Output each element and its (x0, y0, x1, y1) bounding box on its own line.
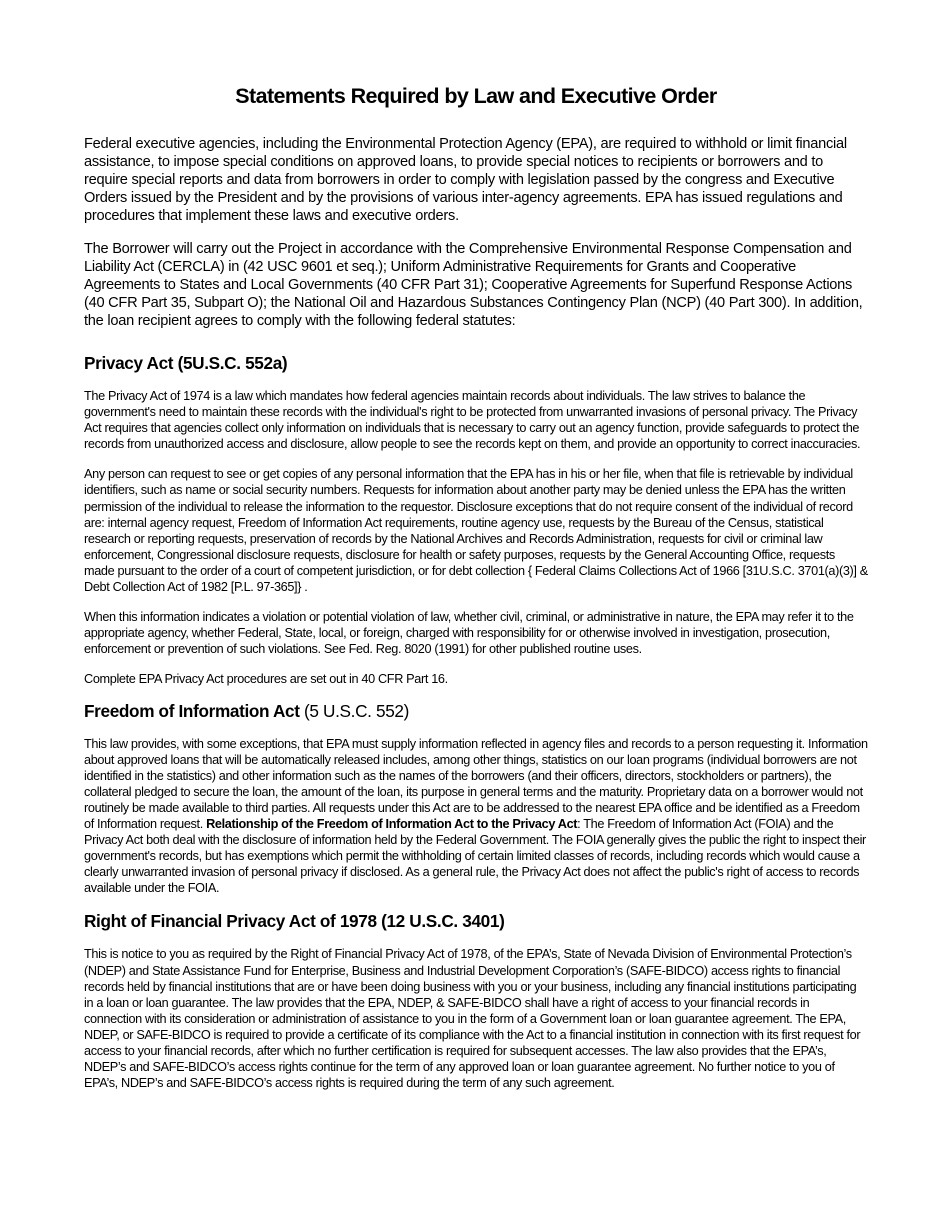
intro-paragraph: Federal executive agencies, including the Environmental Protection Agency (EPA), are required to withhold or limit financial assistance, to impose special conditions on approved loans, to provide special notices to recipients or borrowers and to require special reports and data from borrowers in order to comply with legislation passed by the congress and Executive Orders issued by the President and by the provisions of various inter-agency agreements. EPA has issued regulations and procedures that implement these laws and executive orders. (84, 136, 847, 224)
foia-section (84, 700, 868, 897)
document-page (84, 82, 868, 1105)
privacy-act-paragraph: The Privacy Act of 1974 is a law which mandates how federal agencies maintain records about individuals. The law strives to balance the government's need to maintain these records with the individual's right to be protected from unwarranted invasions of personal privacy. The Privacy Act requires that agencies collect only information on individuals that is necessary to carry out an agency function, provide safeguards to protect the records from unauthorized access and disclosure, allow people to see the records kept on them, and provide an opportunity to correct inaccuracies. (84, 389, 861, 452)
privacy-act-section (84, 352, 868, 688)
privacy-act-paragraph: When this information indicates a violation or potential violation of law, whether civil, criminal, or administrative in nature, the EPA may refer it to the appropriate agency, whether Federal, State, local, or foreign, charged with responsibility for or otherwise involved in investigation, prosecution, enforcement or prevention of such violations. See Fed. Reg. 8020 (1991) for other published routine uses. (84, 610, 854, 657)
privacy-act-paragraph: Any person can request to see or get copies of any personal information that the EPA has in his or her file, when that file is retrievable by individual identifiers, such as name or social security numbers. Requests for information about another party may be denied unless the EPA has the written permission of the individual to release the information to the requestor. Disclosure exceptions that do not require consent of the individual of record are: internal agency request, Freedom of Information Act requirements, routine agency use, requests by the Bureau of the Census, statistical research or reporting requests, preservation of records by the National Archives and Records Administration, requests for civil or criminal law enforcement, Congressional disclosure requests, disclosure for health or safety purposes, requests by the General Accounting Office, requests made pursuant to the order of a court of competent jurisdiction, or for debt collection { Federal Claims Collections Act of 1966 [31U.S.C. 3701(a)(3)] & Debt Collection Act of 1982 [P.L. 97-365]} . (84, 467, 868, 595)
privacy-act-paragraph: Complete EPA Privacy Act procedures are set out in 40 CFR Part 16. (84, 672, 448, 687)
privacy-act-heading: Privacy Act (5U.S.C. 552a) (84, 353, 288, 373)
document-title: Statements Required by Law and Executive Order (235, 84, 717, 108)
foia-paragraph-text: This law provides, with some exceptions, that EPA must supply information reflected in agency files and records to a person requesting it. Information about approved loans that will be automatically released includes, among other things, statistics on our loan programs (individual borrowers are not identified in the statistics) and other information such as the names of the borrowers (and their officers, directors, stockholders or partners), the collateral pledged to secure the loan, the amount of the loan, its purpose in general terms and the maturity. Proprietary data on a borrower would not routinely be made available to third parties. All requests under this Act are to be addressed to the nearest EPA office and be identified as a Freedom of Information request. (84, 736, 868, 831)
rfpa-heading: Right of Financial Privacy Act of 1978 (12 U.S.C. 3401) (84, 911, 505, 932)
foia-heading-bold: Freedom of Information Act (84, 700, 300, 721)
foia-paragraph-text-cont: : The Freedom of Information Act (FOIA) and the Privacy Act both deal with the disclosure of information held by the Federal Government. The FOIA generally gives the public the right to inspect their government's records, but has exemptions which permit the withholding of certain limited classes of records, including records which would cause a clearly unwarranted invasion of personal privacy if disclosed. As a general rule, the Privacy Act does not affect the public's right of access to records available under the FOIA. (84, 816, 866, 896)
foia-heading-citation: (5 U.S.C. 552) (299, 700, 409, 721)
foia-paragraph (84, 736, 868, 897)
foia-heading (84, 700, 868, 722)
intro-paragraph: The Borrower will carry out the Project in accordance with the Comprehensive Environmental Response Compensation and Liability Act (CERCLA) in (42 USC 9601 et seq.); Uniform Administrative Requirements for Grants and Cooperative Agreements to States and Local Governments (40 CFR Part 31); Cooperative Agreements for Superfund Response Actions (40 CFR Part 35, Subpart O); the National Oil and Hazardous Substances Contingency Plan (NCP) (40 Part 300). In addition, the loan recipient agrees to comply with the following federal statutes: (84, 241, 863, 329)
rfpa-section (84, 910, 868, 1091)
foia-relationship-label: Relationship of the Freedom of Information Act to the Privacy Act (206, 816, 578, 831)
rfpa-paragraph: This is notice to you as required by the Right of Financial Privacy Act of 1978, of the EPA’s, State of Nevada Division of Environmental Protection’s (NDEP) and State Assistance Fund for Enterprise, Business and Industrial Development Corporation’s (SAFE-BIDCO) access rights to financial records held by financial institutions that are or have been doing business with you or your business, including any financial institutions participating in a loan or loan guarantee. The law provides that the EPA, NDEP, & SAFE-BIDCO shall have a right of access to your financial records in connection with its consideration or administration of assistance to you in the form of a Government loan or loan guarantee agreement. The EPA, NDEP, or SAFE-BIDCO is required to provide a certificate of its compliance with the Act to a financial institution in connection with its first request for access to your financial records, after which no further certification is required for subsequent accesses. The law also provides that the EPA’s, NDEP’s and SAFE-BIDCO’s access rights continue for the term of any approved loan or loan guarantee agreement. No further notice to you of EPA’s, NDEP’s and SAFE-BIDCO’s access rights is required during the term of any such agreement. (84, 947, 861, 1091)
